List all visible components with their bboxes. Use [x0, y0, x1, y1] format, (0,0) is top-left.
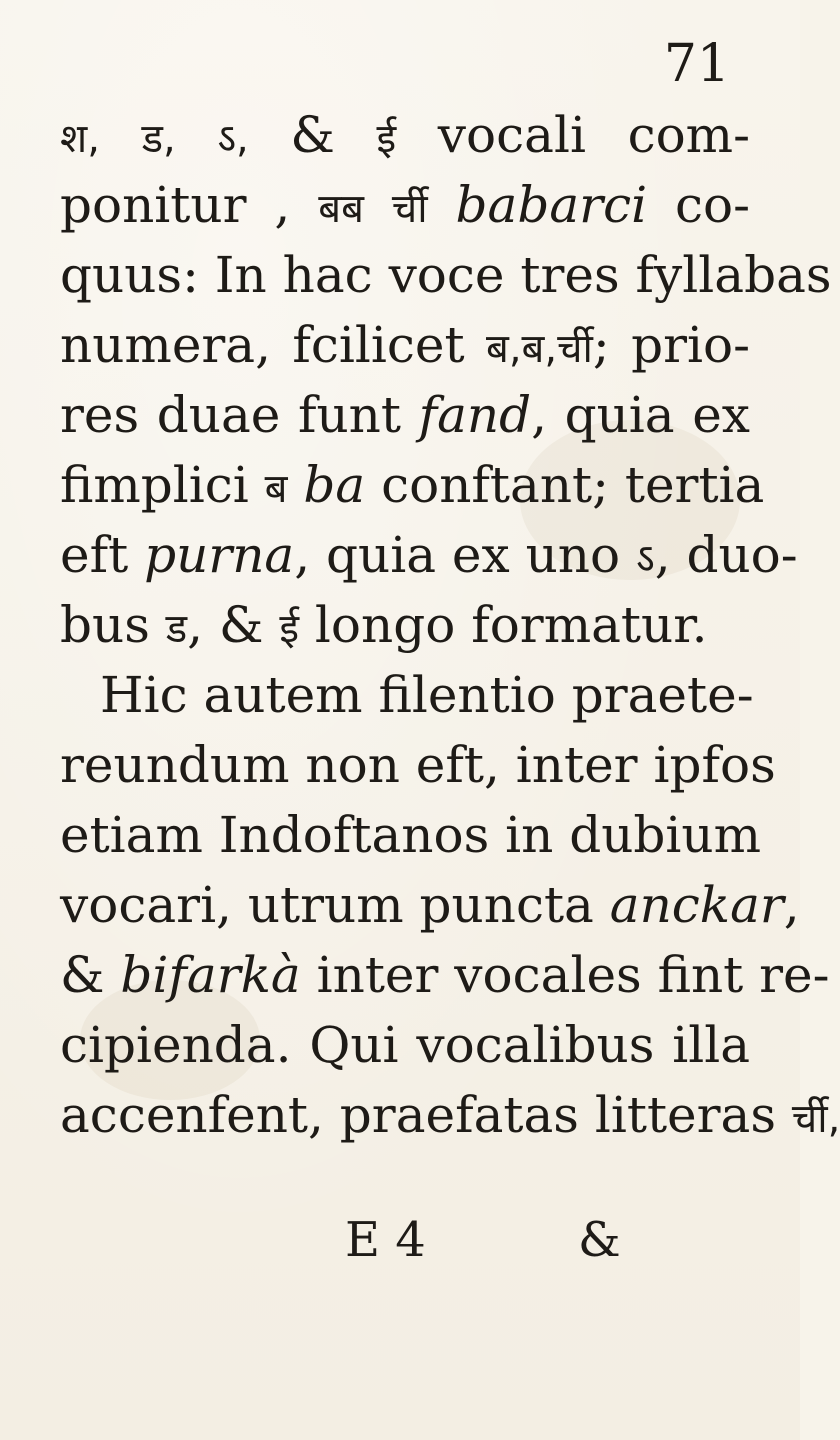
body-text	[60, 100, 840, 1150]
text-line: vocari, utrum puncta anckar,	[60, 876, 800, 934]
text-line: bus ड, & ई longo formatur.	[60, 596, 708, 654]
catchword: &	[578, 1212, 621, 1268]
devanagari-glyph: ई	[279, 606, 299, 652]
devanagari-glyph: र्ची,	[791, 1096, 840, 1142]
devanagari-glyph: र्ची	[391, 186, 428, 232]
text-line: Hic autem filentio praete-	[100, 666, 754, 724]
text-line: quus: In hac voce tres fyllabas	[60, 246, 832, 304]
text-line: numera, fcilicet ब,ब,र्ची; prio-	[60, 316, 751, 374]
text-line: accenfent, praefatas litteras र्ची,	[60, 1086, 840, 1144]
italic-word: anckar	[609, 876, 784, 934]
devanagari-glyph: ड,	[141, 116, 176, 162]
text-line: fimplici ब ba conftant; tertia	[60, 456, 765, 514]
text-line: eft purna, quia ex uno ऽ, duo-	[60, 526, 798, 584]
italic-word: fand	[418, 386, 532, 444]
page-number: 71	[663, 34, 730, 94]
devanagari-glyph: ब	[264, 466, 288, 512]
text-line: etiam Indoftanos in dubium	[60, 806, 762, 864]
text-line: & bifarkà inter vocales fint re-	[60, 946, 830, 1004]
italic-word: babarci	[455, 176, 648, 234]
devanagari-glyph: ई	[376, 116, 397, 162]
italic-word: bifarkà	[120, 946, 301, 1004]
text-line: cipienda. Qui vocalibus illa	[60, 1016, 750, 1074]
devanagari-glyph: श,	[60, 116, 100, 162]
text-line: res duae funt fand, quia ex	[60, 386, 750, 444]
text-line: reundum non eft, inter ipfos	[60, 736, 776, 794]
devanagari-glyph: बब	[318, 186, 364, 232]
italic-word: ba	[303, 456, 366, 514]
italic-word: purna	[144, 526, 295, 584]
devanagari-glyph: ड	[165, 606, 188, 652]
text-line: ponitur , बब र्ची babarci co-	[60, 176, 750, 234]
devanagari-glyph: ब,ब,र्ची	[485, 326, 593, 372]
signature-mark: E 4	[345, 1212, 426, 1268]
catchline	[0, 1210, 800, 1270]
devanagari-glyph: ऽ	[636, 536, 655, 582]
devanagari-glyph: ऽ,	[217, 116, 249, 162]
text-line: श, ड, ऽ, & ई vocali com-	[60, 106, 750, 164]
